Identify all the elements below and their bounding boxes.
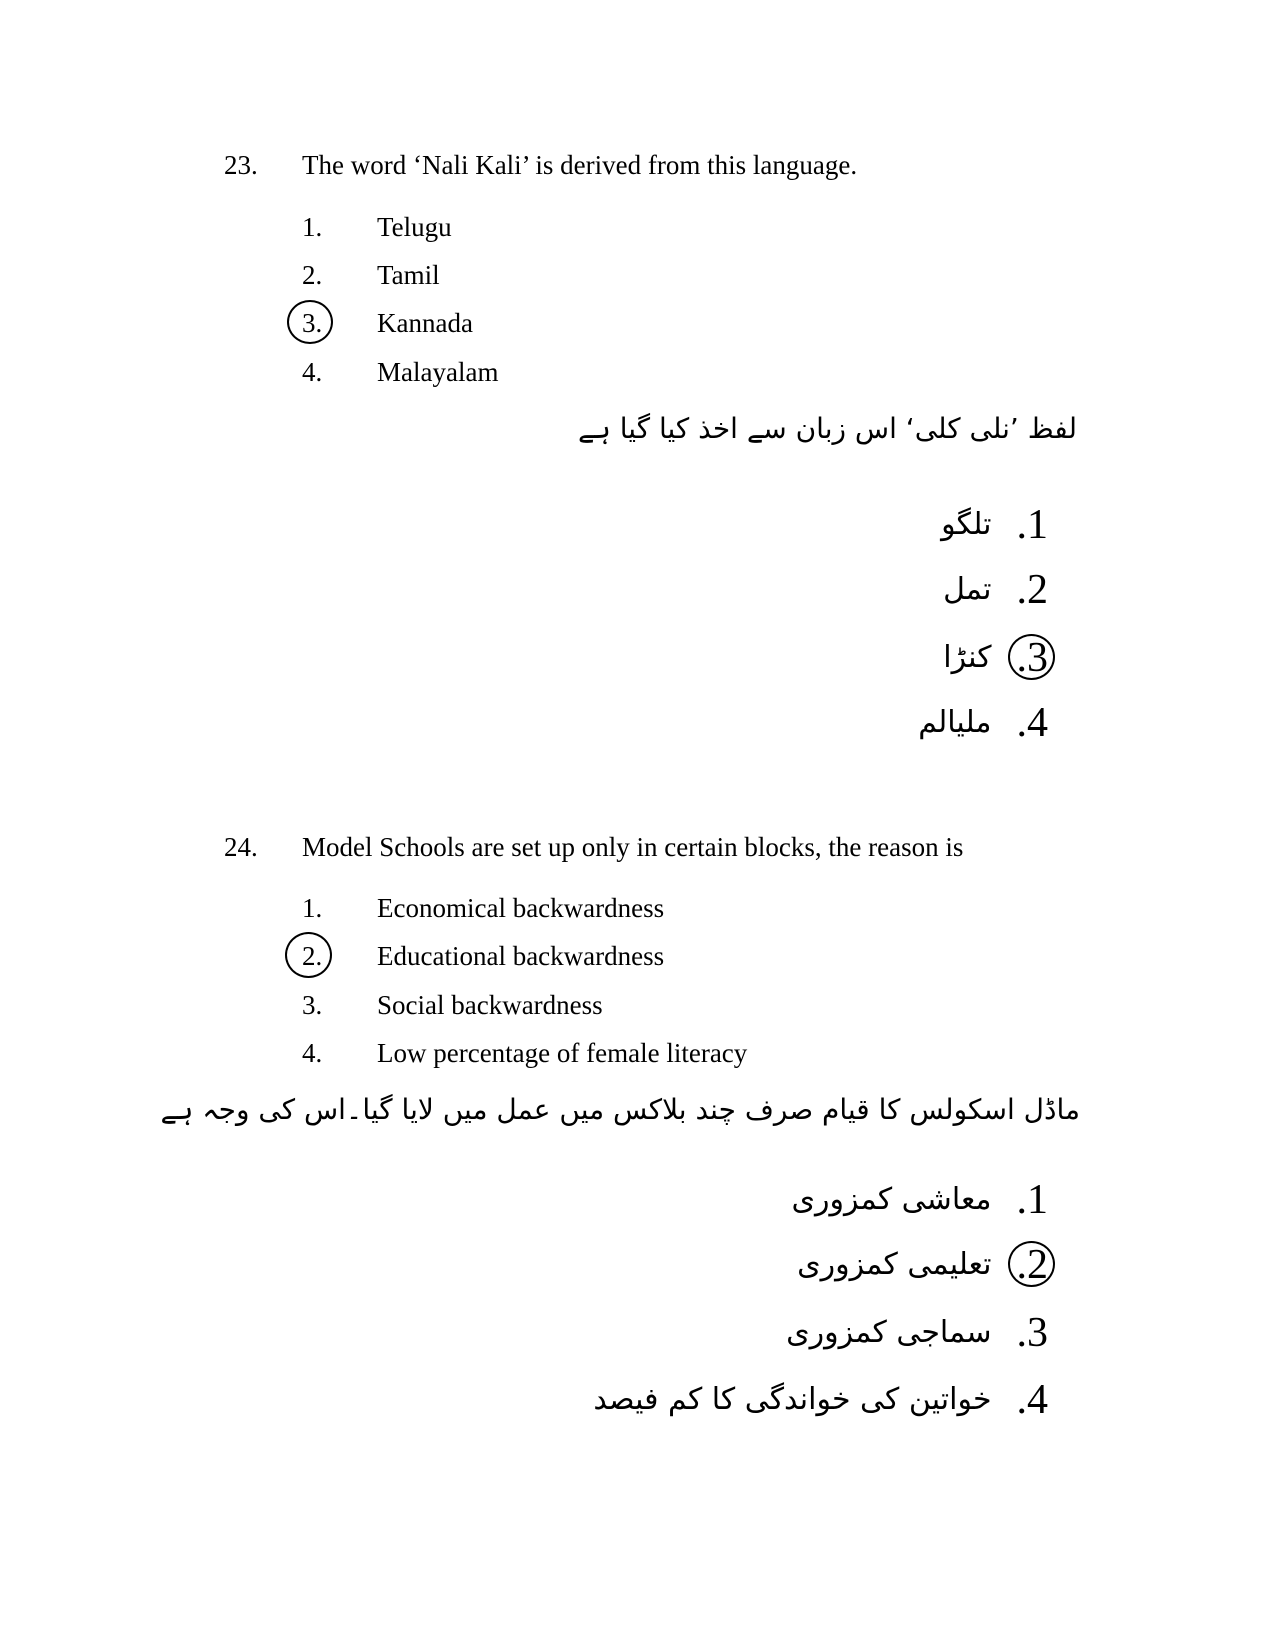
question-23-option-1-en [302, 211, 452, 243]
question-24-option-1-ur [792, 1175, 1049, 1225]
option-number: .1 [1016, 502, 1048, 548]
question-23-row [224, 149, 857, 181]
question-24-option-4-ur [593, 1375, 1048, 1425]
question-24-row [224, 831, 963, 863]
option-label: سماجی کمزوری [786, 1315, 992, 1350]
question-23-text-ur: لفظ ’نلی کلی‘ اس زبان سے اخذ کیا گیا ہے [578, 412, 1077, 445]
option-number: 3. [302, 990, 323, 1020]
question-24-option-4-en [302, 1037, 747, 1069]
option-label: Malayalam [377, 357, 499, 387]
option-number: .2 [1016, 567, 1048, 613]
option-label: Economical backwardness [377, 893, 665, 923]
question-23-option-4-en [302, 356, 498, 388]
question-24-text-ur: ماڈل اسکولس کا قیام صرف چند بلاکس میں عمل میں لایا گیا۔اس کی وجہ ہے [160, 1093, 1080, 1126]
option-number: .4 [1016, 1377, 1048, 1423]
answer-circle-q23-en [287, 300, 333, 344]
option-number: 1. [302, 893, 323, 923]
option-number: 3. [302, 308, 323, 338]
option-label: تعلیمی کمزوری [797, 1247, 992, 1282]
option-label: Low percentage of female literacy [377, 1038, 748, 1068]
question-23-option-2-ur [943, 565, 1048, 615]
option-number: .2 [1016, 1242, 1048, 1288]
option-label: خواتین کی خواندگی کا کم فیصد [593, 1382, 992, 1417]
option-label: Telugu [377, 212, 452, 242]
option-number: 4. [302, 357, 323, 387]
option-label: Educational backwardness [377, 941, 665, 971]
option-number: .4 [1016, 700, 1048, 746]
answer-circle-q24-en [285, 932, 332, 978]
option-label: Social backwardness [377, 990, 603, 1020]
option-number: 2. [302, 941, 323, 971]
question-23-option-4-ur [918, 698, 1048, 748]
option-label: کنڑا [943, 640, 992, 675]
question-23-number: 23. [224, 150, 258, 180]
option-label: تلگو [941, 507, 992, 542]
answer-circle-q24-ur [1008, 1241, 1055, 1287]
answer-circle-q23-ur [1008, 634, 1055, 680]
question-24-number: 24. [224, 832, 258, 862]
option-label: Kannada [377, 308, 473, 338]
question-24-option-3-ur [786, 1308, 1048, 1358]
question-24-option-2-en [302, 940, 664, 972]
option-number: 2. [302, 260, 323, 290]
option-label: ملیالم [918, 705, 992, 740]
option-number: .3 [1016, 1310, 1048, 1356]
option-number: 4. [302, 1038, 323, 1068]
question-24-option-3-en [302, 989, 603, 1021]
question-23-text-en: The word ‘Nali Kali’ is derived from this language. [302, 150, 858, 180]
option-label: تمل [943, 572, 992, 607]
question-24-option-1-en [302, 892, 664, 924]
option-number: 1. [302, 212, 323, 242]
option-number: .1 [1016, 1177, 1048, 1223]
option-label: معاشی کمزوری [791, 1182, 992, 1217]
option-label: Tamil [377, 260, 440, 290]
question-24-text-en: Model Schools are set up only in certain blocks, the reason is [302, 832, 964, 862]
option-number: .3 [1016, 635, 1048, 681]
question-23-option-2-en [302, 259, 440, 291]
question-23-option-1-ur [941, 500, 1048, 550]
